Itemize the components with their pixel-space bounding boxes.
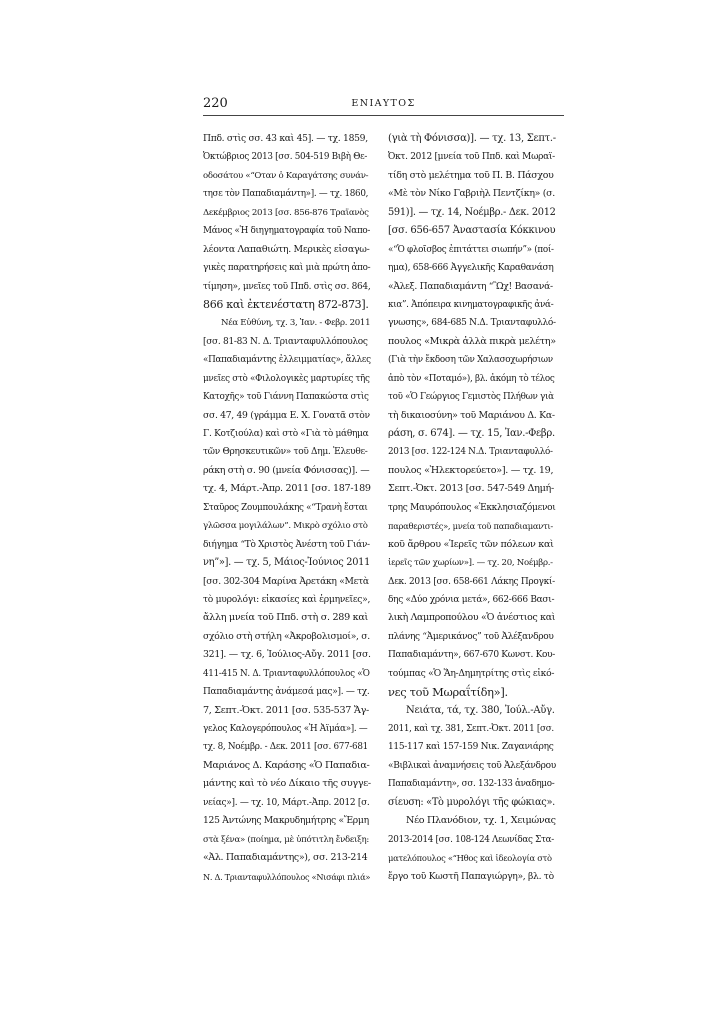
- text-line: γλῶσσα μογιλάλων”. Μικρὸ σχόλιο στὸ: [203, 521, 368, 532]
- text-line: Νέα Εὐθύνη, τχ. 3, Ἰαν. - Φεβρ. 2011: [221, 318, 371, 329]
- text-line: «Μὲ τὸν Νίκο Γαβριὴλ Πεντζίκη» (σ.: [388, 188, 555, 200]
- text-line: 2013-2014 [σσ. 108-124 Λεωνίδας Στα-: [388, 834, 554, 845]
- text-line: οδοσάτου «“Οταν ὁ Καραγάτσης συνάν-: [203, 170, 369, 181]
- text-line: «Ἀλ. Παπαδιαμάντης»), σσ. 213-214: [203, 852, 368, 864]
- left-column: [203, 130, 371, 882]
- text-line: Ν. Δ. Τριανταφυλλόπουλος «Νισάφι πλιά»: [203, 871, 371, 882]
- text-line: ματελόπουλος «“Ηθος καὶ ἰδεολογία στὸ: [388, 853, 552, 864]
- text-line: (γιὰ τὴ Φόνισσα)]. — τχ. 13, Σεπτ.-: [388, 133, 556, 144]
- text-line: Παπαδιαμάντη», σσ. 132-133 ἀναδημο-: [388, 779, 555, 790]
- text-line: ἀπὸ τὸν «Ποταμό»), βλ. ἀκόμη τὸ τέλος: [388, 373, 555, 384]
- text-line: ἄλλη μνεία τοῦ Ππδ. στὴ σ. 289 καὶ: [203, 612, 368, 624]
- text-line: «Παπαδιαμάντης ἐλλειμματίας», ἄλλες: [203, 355, 371, 366]
- text-line: λέοντα Λαπαθιώτη. Μερικὲς εἰσαγω-: [203, 243, 370, 255]
- text-line: Γ. Κοτζιούλα) καὶ στὸ «Γιὰ τὸ μάθημα: [203, 429, 369, 439]
- text-line: ράση, σ. 674]. — τχ. 15, Ἰαν.-Φεβρ.: [388, 428, 555, 439]
- header-rule: [203, 115, 564, 116]
- text-line: τὸ μυρολόγι: εἰκασίες καὶ ἑρμηνεῖες»,: [203, 593, 371, 605]
- text-line: [σσ. 302-304 Μαρίνα Ἀρετάκη «Μετὰ: [203, 575, 369, 587]
- text-line: 591)]. — τχ. 14, Νοέμβρ.- Δεκ. 2012: [388, 206, 556, 218]
- text-line: Μάνος «Ἡ διηγηματογραφία τοῦ Ναπο-: [203, 226, 371, 237]
- text-line: λικὴ Λαμπροπούλου «Ὁ ἀνέστιος καὶ: [388, 612, 556, 624]
- text-line: κια”. Ἀπόπειρα κινηματογραφικῆς ἀνά-: [388, 299, 554, 310]
- text-line: μνεῖες στὸ «Φιλολογικὲς μαρτυρίες τῆς: [203, 373, 370, 384]
- text-line: «Ἀλεξ. Παπαδιαμάντη “Ὢχ! Βασανά-: [388, 280, 553, 292]
- text-line: διήγημα “Τὸ Χριστὸς Ἀνέστη τοῦ Γιάν-: [203, 539, 370, 550]
- right-column: [388, 130, 556, 882]
- text-line: τῶν Θρησκευτικῶν» τοῦ Δημ. Ἐλευθε-: [203, 447, 368, 458]
- text-line: γελος Καλογερόπουλος «Ἡ Ἀϊμάα»]. —: [203, 724, 368, 734]
- text-line: νη”»]. — τχ. 5, Μάιος-Ἰούνιος 2011: [203, 557, 371, 569]
- text-line: Νειάτα, τά, τχ. 380, Ἰούλ.-Αὔγ.: [406, 704, 555, 716]
- text-line: σσ. 47, 49 (γράμμα Ε. Χ. Γονατᾶ στὸν: [203, 409, 370, 421]
- text-line: «Βιβλικαὶ ἀναμνήσεις τοῦ Ἀλεξάνδρου: [388, 760, 556, 771]
- text-line: τρης Μαυρόπουλος «Ἐκκλησιαζόμενοι: [388, 502, 556, 513]
- text-line: δης «Δύο χρόνια μετά», 662-666 Βασι-: [388, 594, 555, 605]
- text-line: Παπαδιαμάντης ἀνάμεσά μας»]. — τχ.: [203, 687, 370, 698]
- text-line: Δεκέμβριος 2013 [σσ. 856-876 Τραϊανὸς: [203, 207, 369, 218]
- text-line: 115-117 καὶ 157-159 Νικ. Ζαγανιάρης: [388, 742, 554, 753]
- text-line: Ππδ. στὶς σσ. 43 καὶ 45]. — τχ. 1859,: [203, 133, 368, 144]
- text-line: τίμηση», μνεῖες τοῦ Ππδ. στὶς σσ. 864,: [203, 281, 371, 292]
- text-line: ημα), 658-666 Ἀγγελικῆς Καραθανάση: [388, 263, 554, 274]
- text-line: τὴ δικαιοσύνη» τοῦ Μαριάνου Δ. Κα-: [388, 409, 555, 421]
- text-line: νες τοῦ Μωραΐτίδη»].: [388, 685, 508, 700]
- text-line: Σεπτ.-Ὀκτ. 2013 [σσ. 547-549 Δημή-: [388, 483, 554, 495]
- text-line: Παπαδιαμάντη», 667-670 Κωνστ. Κου-: [388, 650, 556, 661]
- text-line: σίευση: «Τὸ μυρολόγι τῆς φώκιας».: [388, 796, 555, 808]
- text-line: ἔργο τοῦ Κωστῆ Παπαγιώργη», βλ. τὸ: [388, 870, 554, 882]
- text-line: νείας»]. — τχ. 10, Μάρτ.-Ἀπρ. 2012 [σ.: [203, 797, 370, 808]
- text-line: τχ. 4, Μάρτ.-Ἀπρ. 2011 [σσ. 187-189: [203, 483, 371, 495]
- text-line: «“Ὁ φλοῖσβος ἐπιτάττει σιωπήν”» (ποί-: [388, 244, 554, 255]
- text-line: τίδη στὸ μελέτημα τοῦ Π. Β. Πάσχου: [388, 169, 554, 181]
- text-line: 125 Ἀντώνης Μακρυδημήτρης «Ἔρμη: [203, 815, 369, 827]
- text-line: 2013 [σσ. 122-124 Ν.Δ. Τριανταφυλλό-: [388, 447, 553, 458]
- text-line: Ὀκτώβριος 2013 [σσ. 504-519 Βιβὴ Θε-: [203, 152, 368, 163]
- text-line: ράκη στὴ σ. 90 (μνεία Φόνισσας)]. —: [203, 464, 370, 476]
- text-line: μάντης καὶ τὸ νέο Δίκαιο τῆς συγγε-: [203, 778, 371, 790]
- text-line: 866 καὶ ἐκτενέστατη 872-873].: [203, 297, 369, 311]
- text-line: πουλος «Μικρὰ ἀλλὰ πικρὰ μελέτη»: [388, 335, 556, 347]
- text-line: τχ. 8, Νοέμβρ. - Δεκ. 2011 [σσ. 677-681: [203, 742, 368, 753]
- text-line: γικὲς παρατηρήσεις καὶ μιὰ πρώτη ἀπο-: [203, 263, 371, 274]
- text-line: ἱερεῖς τῶν χωρίων»]. — τχ. 20, Νοέμβρ.-: [388, 558, 553, 569]
- text-line: παραθεριστές», μνεία τοῦ παπαδιαμαντι-: [388, 521, 553, 532]
- text-line: 411-415 Ν. Δ. Τριανταφυλλόπουλος «Ὁ: [203, 668, 370, 679]
- text-line: 2011, καὶ τχ. 381, Σεπτ.-Ὀκτ. 2011 [σσ.: [388, 724, 554, 734]
- text-line: Κατοχῆς» τοῦ Γιάννη Παπακώστα στὶς: [203, 392, 369, 403]
- page-number: 220: [203, 96, 228, 111]
- text-line: κοῦ ἄρθρου «Ἱερεῖς τῶν πόλεων καὶ: [388, 538, 554, 550]
- text-line: πλάνης “Ἀμερικάνος” τοῦ Ἀλέξανδρου: [388, 631, 554, 642]
- text-line: τησε τὸν Παπαδιαμάντη»]. — τχ. 1860,: [203, 189, 369, 200]
- text-line: τούμπας «Ὁ Ἅη-Δημητρίτης στὶς εἰκό-: [388, 667, 555, 679]
- text-line: Σταῦρος Ζουμπουλάκης «“Τρανὴ ἔσται: [203, 502, 368, 513]
- text-line: στὰ ξένα» (ποίημα, μὲ ὑπότιτλη ἔνδειξη:: [203, 834, 369, 845]
- text-line: τοῦ «Ὁ Γεώργιος Γεμιστὸς Πλήθων γιὰ: [388, 392, 554, 403]
- text-line: 321]. — τχ. 6, Ἰούλιος-Αὔγ. 2011 [σσ.: [203, 649, 371, 661]
- text-line: Μαριάνος Δ. Καράσης «Ὁ Παπαδια-: [203, 759, 370, 771]
- text-line: Δεκ. 2013 [σσ. 658-661 Λάκης Προγκί-: [388, 576, 555, 587]
- text-line: [σσ. 656-657 Ἀναστασία Κόκκινου: [388, 225, 556, 237]
- text-line: [σσ. 81-83 Ν. Δ. Τριανταφυλλόπουλος: [203, 336, 368, 347]
- text-line: πουλος «Ἠλεκτορεύετο»]. — τχ. 19,: [388, 464, 554, 476]
- text-line: γνωσης», 684-685 Ν.Δ. Τριανταφυλλό-: [388, 318, 556, 329]
- text-line: Ὀκτ. 2012 [μνεία τοῦ Ππδ. καὶ Μωραϊ-: [388, 152, 555, 163]
- text-line: Νέο Πλανόδιον, τχ. 1, Χειμώνας: [406, 815, 556, 827]
- text-line: σχόλιο στὴ στήλη «Ἀκροβολισμοί», σ.: [203, 630, 370, 642]
- running-head: ΕΝΙΑΥΤΟΣ: [351, 98, 416, 109]
- text-line: 7, Σεπτ.-Ὀκτ. 2011 [σσ. 535-537 Ἄγ-: [203, 704, 369, 716]
- page-header: [203, 96, 564, 112]
- text-line: (Γιὰ τὴν ἔκδοση τῶν Χαλασοχωρήσιων: [388, 355, 553, 366]
